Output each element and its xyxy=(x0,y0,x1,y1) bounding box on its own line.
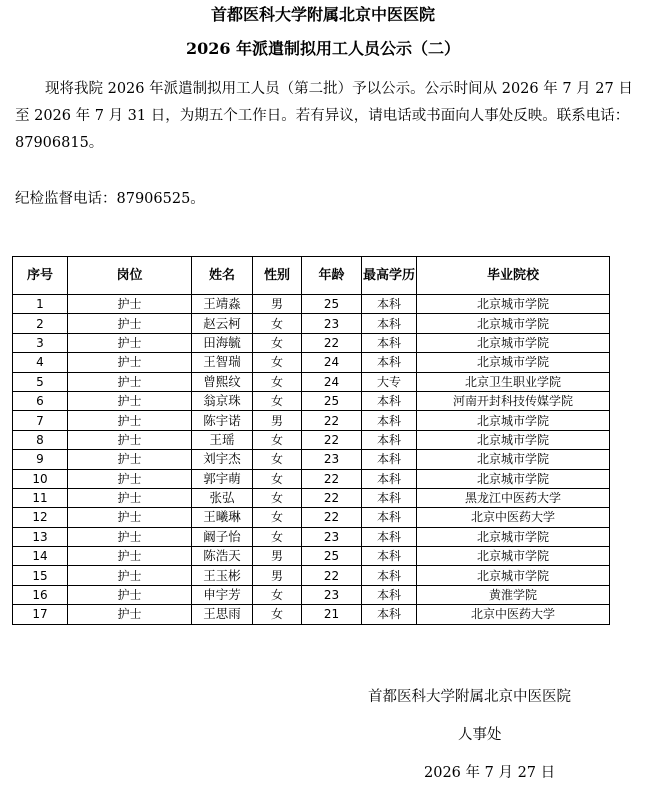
cell-position: 护士 xyxy=(68,566,192,585)
cell-education: 本科 xyxy=(362,527,417,546)
cell-position: 护士 xyxy=(68,411,192,430)
cell-gender: 男 xyxy=(253,566,302,585)
cell-position: 护士 xyxy=(68,372,192,391)
table-row xyxy=(13,527,610,546)
cell-age: 25 xyxy=(302,391,362,410)
cell-education: 本科 xyxy=(362,295,417,314)
cell-school: 北京城市学院 xyxy=(417,450,610,469)
cell-school: 北京城市学院 xyxy=(417,314,610,333)
cell-education: 本科 xyxy=(362,605,417,624)
cell-index: 17 xyxy=(13,605,68,624)
cell-name: 陈宇诺 xyxy=(192,411,253,430)
cell-gender: 女 xyxy=(253,430,302,449)
cell-index: 7 xyxy=(13,411,68,430)
column-header-position: 岗位 xyxy=(68,257,192,295)
cell-gender: 男 xyxy=(253,295,302,314)
column-header-age: 年龄 xyxy=(302,257,362,295)
table-row xyxy=(13,372,610,391)
cell-gender: 女 xyxy=(253,372,302,391)
cell-gender: 女 xyxy=(253,585,302,604)
cell-education: 本科 xyxy=(362,391,417,410)
cell-gender: 女 xyxy=(253,469,302,488)
cell-position: 护士 xyxy=(68,333,192,352)
cell-index: 14 xyxy=(13,547,68,566)
signature-organization: 首都医科大学附属北京中医医院 xyxy=(368,689,571,705)
table-row xyxy=(13,411,610,430)
cell-position: 护士 xyxy=(68,585,192,604)
cell-index: 5 xyxy=(13,372,68,391)
cell-age: 23 xyxy=(302,527,362,546)
cell-name: 王智瑞 xyxy=(192,353,253,372)
cell-school: 北京城市学院 xyxy=(417,353,610,372)
cell-age: 24 xyxy=(302,353,362,372)
cell-age: 25 xyxy=(302,295,362,314)
cell-gender: 女 xyxy=(253,508,302,527)
table-row xyxy=(13,547,610,566)
cell-name: 阚子怡 xyxy=(192,527,253,546)
cell-school: 北京城市学院 xyxy=(417,295,610,314)
cell-name: 田海毓 xyxy=(192,333,253,352)
table-row xyxy=(13,353,610,372)
cell-age: 24 xyxy=(302,372,362,391)
document-title-notice: 2026 年派遣制拟用工人员公示（二） xyxy=(185,39,461,58)
cell-age: 25 xyxy=(302,547,362,566)
cell-name: 刘宇杰 xyxy=(192,450,253,469)
cell-school: 北京中医药大学 xyxy=(417,508,610,527)
cell-school: 黑龙江中医药大学 xyxy=(417,488,610,507)
column-header-education: 最高学历 xyxy=(362,257,417,295)
cell-school: 北京城市学院 xyxy=(417,547,610,566)
cell-education: 本科 xyxy=(362,430,417,449)
cell-position: 护士 xyxy=(68,430,192,449)
cell-education: 本科 xyxy=(362,469,417,488)
table-row xyxy=(13,391,610,410)
cell-position: 护士 xyxy=(68,314,192,333)
cell-gender: 女 xyxy=(253,527,302,546)
cell-age: 22 xyxy=(302,411,362,430)
cell-name: 申宇芳 xyxy=(192,585,253,604)
cell-index: 10 xyxy=(13,469,68,488)
table-row xyxy=(13,508,610,527)
cell-name: 王思雨 xyxy=(192,605,253,624)
cell-education: 本科 xyxy=(362,411,417,430)
cell-school: 北京城市学院 xyxy=(417,527,610,546)
cell-age: 22 xyxy=(302,333,362,352)
table-row xyxy=(13,488,610,507)
cell-position: 护士 xyxy=(68,353,192,372)
cell-school: 河南开封科技传媒学院 xyxy=(417,391,610,410)
table-row xyxy=(13,333,610,352)
cell-gender: 女 xyxy=(253,391,302,410)
cell-name: 曾熙纹 xyxy=(192,372,253,391)
cell-index: 4 xyxy=(13,353,68,372)
cell-age: 22 xyxy=(302,566,362,585)
cell-index: 6 xyxy=(13,391,68,410)
cell-position: 护士 xyxy=(68,605,192,624)
cell-education: 大专 xyxy=(362,372,417,391)
table-row xyxy=(13,295,610,314)
cell-index: 12 xyxy=(13,508,68,527)
cell-position: 护士 xyxy=(68,488,192,507)
cell-gender: 女 xyxy=(253,450,302,469)
cell-index: 15 xyxy=(13,566,68,585)
cell-position: 护士 xyxy=(68,469,192,488)
personnel-table-body xyxy=(13,295,610,625)
cell-age: 23 xyxy=(302,585,362,604)
cell-index: 11 xyxy=(13,488,68,507)
cell-school: 北京城市学院 xyxy=(417,469,610,488)
cell-name: 张弘 xyxy=(192,488,253,507)
cell-gender: 男 xyxy=(253,411,302,430)
cell-education: 本科 xyxy=(362,333,417,352)
cell-gender: 女 xyxy=(253,353,302,372)
cell-index: 9 xyxy=(13,450,68,469)
cell-name: 赵云柯 xyxy=(192,314,253,333)
cell-education: 本科 xyxy=(362,508,417,527)
cell-position: 护士 xyxy=(68,450,192,469)
cell-age: 23 xyxy=(302,450,362,469)
cell-name: 王靖淼 xyxy=(192,295,253,314)
cell-education: 本科 xyxy=(362,450,417,469)
signature-department: 人事处 xyxy=(458,727,502,743)
table-row xyxy=(13,605,610,624)
cell-index: 1 xyxy=(13,295,68,314)
cell-name: 郭宇萌 xyxy=(192,469,253,488)
cell-index: 16 xyxy=(13,585,68,604)
cell-school: 北京卫生职业学院 xyxy=(417,372,610,391)
cell-gender: 女 xyxy=(253,488,302,507)
cell-age: 22 xyxy=(302,469,362,488)
cell-index: 13 xyxy=(13,527,68,546)
cell-name: 王曦琳 xyxy=(192,508,253,527)
cell-school: 北京中医药大学 xyxy=(417,605,610,624)
cell-education: 本科 xyxy=(362,488,417,507)
cell-age: 22 xyxy=(302,430,362,449)
cell-position: 护士 xyxy=(68,295,192,314)
table-row xyxy=(13,430,610,449)
cell-gender: 男 xyxy=(253,547,302,566)
cell-gender: 女 xyxy=(253,314,302,333)
cell-education: 本科 xyxy=(362,585,417,604)
table-row xyxy=(13,585,610,604)
cell-name: 陈浩天 xyxy=(192,547,253,566)
signature-date: 2026 年 7 月 27 日 xyxy=(424,765,556,781)
cell-age: 22 xyxy=(302,488,362,507)
personnel-table xyxy=(12,256,610,625)
cell-age: 21 xyxy=(302,605,362,624)
cell-school: 北京城市学院 xyxy=(417,430,610,449)
cell-position: 护士 xyxy=(68,508,192,527)
cell-name: 王瑶 xyxy=(192,430,253,449)
cell-school: 北京城市学院 xyxy=(417,566,610,585)
cell-age: 23 xyxy=(302,314,362,333)
cell-index: 8 xyxy=(13,430,68,449)
column-header-gender: 性别 xyxy=(253,257,302,295)
cell-school: 北京城市学院 xyxy=(417,333,610,352)
supervision-phone-paragraph: 纪检监督电话：87906525。 xyxy=(15,191,205,207)
cell-school: 北京城市学院 xyxy=(417,411,610,430)
table-row xyxy=(13,450,610,469)
cell-index: 2 xyxy=(13,314,68,333)
table-row xyxy=(13,469,610,488)
cell-name: 王玉彬 xyxy=(192,566,253,585)
table-row xyxy=(13,314,610,333)
cell-index: 3 xyxy=(13,333,68,352)
table-row xyxy=(13,566,610,585)
cell-position: 护士 xyxy=(68,391,192,410)
document-title-organization: 首都医科大学附属北京中医医院 xyxy=(210,5,435,24)
cell-education: 本科 xyxy=(362,353,417,372)
cell-education: 本科 xyxy=(362,547,417,566)
cell-school: 黄淮学院 xyxy=(417,585,610,604)
cell-name: 翁京珠 xyxy=(192,391,253,410)
column-header-index: 序号 xyxy=(13,257,68,295)
cell-gender: 女 xyxy=(253,605,302,624)
column-header-school: 毕业院校 xyxy=(417,257,610,295)
cell-position: 护士 xyxy=(68,547,192,566)
column-header-name: 姓名 xyxy=(192,257,253,295)
cell-education: 本科 xyxy=(362,314,417,333)
cell-position: 护士 xyxy=(68,527,192,546)
notice-paragraph: 现将我院 2026 年派遣制拟用工人员（第二批）予以公示。公示时间从 2026 年 7 月 27 日至 2026 年 7 月 31 日，为期五个工作日。若有异议，请电话或书面向人事处反映。联系电话：87906815。 xyxy=(15,81,633,151)
cell-age: 22 xyxy=(302,508,362,527)
table-header-row xyxy=(13,257,610,295)
cell-gender: 女 xyxy=(253,333,302,352)
cell-education: 本科 xyxy=(362,566,417,585)
